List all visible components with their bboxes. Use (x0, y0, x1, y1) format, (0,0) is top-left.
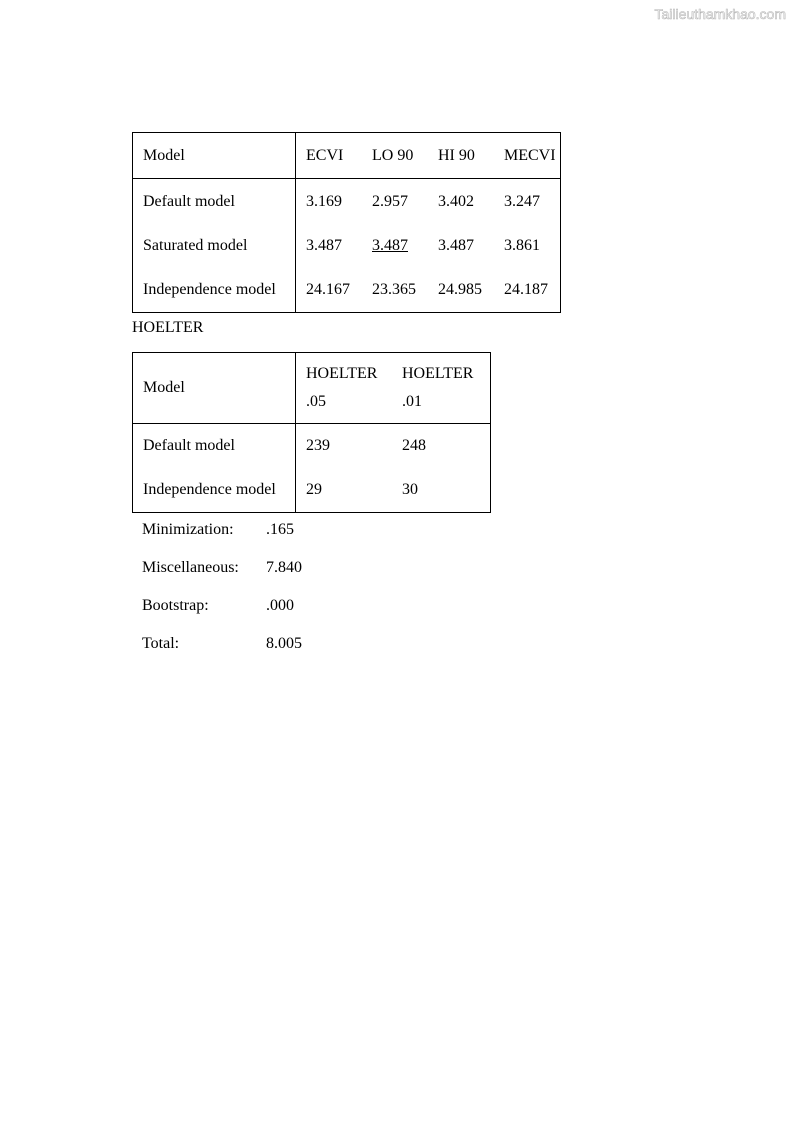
table-row (133, 179, 561, 225)
table-cell: 24.985 (438, 281, 482, 298)
timing-label: Total: (142, 635, 180, 652)
timing-row (142, 597, 302, 635)
table-cell: 3.487 (306, 237, 342, 254)
timing-list (142, 521, 302, 673)
header-cell (393, 353, 491, 424)
table-row (133, 424, 491, 469)
underlined-value: 3.487 (372, 237, 408, 254)
header-cell: ECVI (296, 133, 363, 179)
timing-value: 7.840 (266, 559, 302, 576)
table-row (133, 224, 561, 268)
ecvi-table (132, 132, 561, 313)
table-header-row (133, 133, 561, 179)
table-cell: 30 (402, 481, 418, 498)
table-cell: 3.487 (438, 237, 474, 254)
table-row (133, 468, 491, 513)
timing-label: Bootstrap: (142, 597, 209, 614)
timing-label: Minimization: (142, 521, 234, 538)
table-cell: 3.247 (504, 193, 540, 210)
table-cell: Independence model (133, 268, 296, 313)
table-cell: 2.957 (372, 193, 408, 210)
table-cell (362, 224, 428, 268)
timing-label: Miscellaneous: (142, 559, 239, 576)
table-cell: Saturated model (133, 224, 296, 268)
table-cell: 3.402 (438, 193, 474, 210)
table-cell: Default model (133, 179, 296, 225)
table-cell: 3.861 (504, 237, 540, 254)
table-cell: 3.169 (306, 193, 342, 210)
header-line: HOELTER (402, 365, 474, 382)
table-row (133, 268, 561, 313)
timing-value: .000 (266, 597, 294, 614)
header-line: .01 (402, 393, 422, 410)
table-cell: 23.365 (372, 281, 416, 298)
table-cell: Independence model (133, 468, 296, 513)
timing-row (142, 635, 302, 673)
table-cell: 248 (402, 437, 426, 454)
header-cell: MECVI (494, 133, 561, 179)
header-cell: LO 90 (362, 133, 428, 179)
table-cell: 24.187 (504, 281, 548, 298)
hoelter-table (132, 352, 491, 513)
table-cell: 239 (306, 437, 330, 454)
header-cell: Model (133, 353, 296, 424)
section-title: HOELTER (132, 319, 204, 336)
timing-row (142, 521, 302, 559)
header-cell: HI 90 (428, 133, 494, 179)
table-cell: 24.167 (306, 281, 350, 298)
header-line: .05 (306, 393, 326, 410)
watermark: Tailieuthamkhao.com (654, 6, 786, 22)
header-cell: Model (133, 133, 296, 179)
table-cell: Default model (133, 424, 296, 469)
header-cell (296, 353, 394, 424)
timing-value: .165 (266, 521, 294, 538)
timing-value: 8.005 (266, 635, 302, 652)
table-cell: 29 (306, 481, 322, 498)
timing-row (142, 559, 302, 597)
header-line: HOELTER (306, 365, 378, 382)
table-header-row (133, 353, 491, 424)
